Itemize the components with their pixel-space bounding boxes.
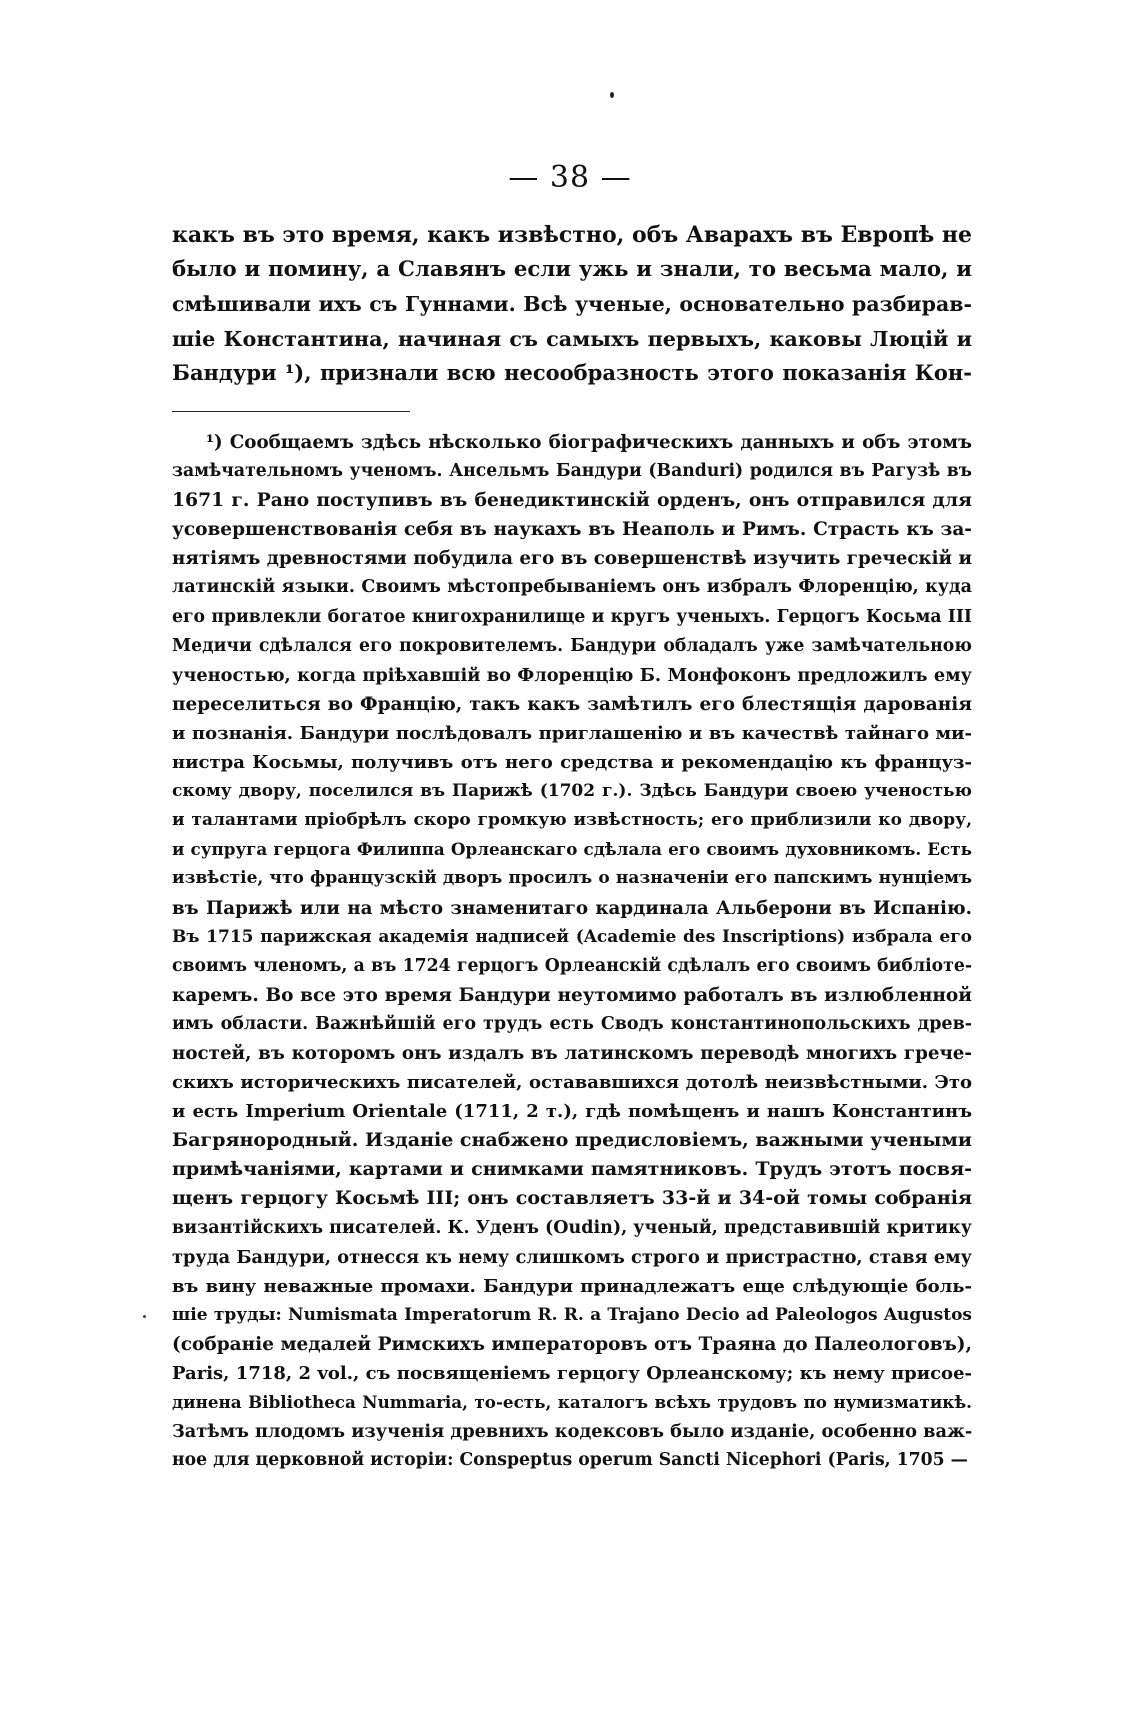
footnote-line: Затѣмъ плодомъ изученія древнихъ кодексовъ было изданіе, особенно важ- xyxy=(172,1421,972,1443)
margin-mark xyxy=(143,1315,146,1318)
footnote-line: (собраніе медалей Римскихъ императоровъ отъ Траяна до Палеологовъ), xyxy=(172,1333,972,1355)
text-line: смѣшивали ихъ съ Гуннами. Всѣ ученые, основательно разбирав- xyxy=(172,292,972,317)
footnote xyxy=(172,428,972,1475)
text-line: Бандури ¹), признали всю несообразность этого показанія Кон- xyxy=(172,360,972,386)
footnote-line: своимъ членомъ, а въ 1724 герцогъ Орлеанскій сдѣлалъ его своимъ библіоте- xyxy=(172,955,972,976)
main-text xyxy=(172,218,972,391)
footnote-line: Въ 1715 парижская академія надписей (Academie des Inscriptions) избрала его xyxy=(172,926,972,947)
footnote-line: и супруга герцога Филиппа Орлеанскаго сдѣлала его своимъ духовникомъ. Есть xyxy=(172,839,972,860)
footnote-line: переселиться во Францію, такъ какъ замѣтилъ его блестящія дарованія xyxy=(172,693,972,715)
footnote-line: скихъ историческихъ писателей, остававшихся дотолѣ неизвѣстными. Это xyxy=(172,1072,972,1094)
text-line: шіе Константина, начиная съ самыхъ первыхъ, каковы Люцій и xyxy=(172,326,972,351)
footnote-line: шіе труды: Numismata Imperatorum R. R. a Trajano Decio ad Paleologos Augustos xyxy=(172,1304,972,1325)
footnote-line: его привлекли богатое книгохранилище и кругъ ученыхъ. Герцогъ Косьма III xyxy=(172,606,972,627)
footnote-line: византійскихъ писателей. К. Уденъ (Oudin), ученый, представившій критику xyxy=(172,1217,972,1238)
footnote-line: труда Бандури, отнесся къ нему слишкомъ строго и пристрастно, ставя ему xyxy=(172,1246,972,1268)
print-speck xyxy=(610,92,614,98)
footnote-line: и талантами пріобрѣлъ скоро громкую извѣстность; его приблизили ко двору, xyxy=(172,810,972,831)
footnote-line: и познанія. Бандури послѣдовалъ приглашенію и въ качествѣ тайнаго ми- xyxy=(172,722,972,744)
footnote-line: ¹) Сообщаемъ здѣсь нѣсколько біографическихъ данныхъ и объ этомъ xyxy=(206,432,972,453)
footnote-line: Paris, 1718, 2 vol., съ посвященіемъ герцогу Орлеанскому; къ нему присое- xyxy=(172,1363,972,1384)
footnote-line: усовершенствованія себя въ наукахъ въ Неаполь и Римъ. Страсть къ за- xyxy=(172,519,972,541)
text-line: было и помину, а Славянъ если ужь и знали, то весьма мало, и xyxy=(172,256,972,282)
footnote-line: ное для церковной исторіи: Conspeptus operum Sancti Nicephori (Paris, 1705 — xyxy=(172,1450,968,1471)
page-number: — 38 — xyxy=(508,160,632,195)
footnote-line: въ вину неважные промахи. Бандури принадлежатъ еще слѣдующіе боль- xyxy=(172,1275,972,1297)
footnote-line: каремъ. Во все это время Бандури неутомимо работалъ въ излюбленной xyxy=(172,984,972,1006)
footnote-separator xyxy=(172,411,410,412)
footnote-line: скому двору, поселился въ Парижѣ (1702 г.). Здѣсь Бандури своею ученостью xyxy=(172,781,972,802)
footnote-line: примѣчаніями, картами и снимками памятниковъ. Трудъ этотъ посвя- xyxy=(172,1158,972,1181)
footnote-line: нятіямъ древностями побудила его въ совершенствѣ изучить греческій и xyxy=(172,548,972,570)
footnote-line: замѣчательномъ ученомъ. Ансельмъ Бандури (Banduri) родился въ Рагузѣ въ xyxy=(172,461,972,482)
footnote-line: и есть Imperium Orientale (1711, 2 т.), гдѣ помѣщенъ и нашъ Константинъ xyxy=(172,1101,972,1123)
footnote-line: нистра Косьмы, получивъ отъ него средства и рекомендацію къ француз- xyxy=(172,752,972,774)
text-line: какъ въ это время, какъ извѣстно, объ Аварахъ въ Европѣ не xyxy=(172,222,972,248)
footnote-line: извѣстіе, что французскій дворъ просилъ о назначеніи его папскимъ нунціемъ xyxy=(172,868,972,889)
footnote-line: въ Парижѣ или на мѣсто знаменитаго кардинала Альберони въ Испанію. xyxy=(172,897,972,919)
footnote-line: латинскій языки. Своимъ мѣстопребываніемъ онъ избралъ Флоренцію, куда xyxy=(172,577,972,598)
footnote-line: имъ области. Важнѣйшій его трудъ есть Сводъ константинопольскихъ древ- xyxy=(172,1013,972,1034)
footnote-line: ностей, въ которомъ онъ издалъ въ латинскомъ переводѣ многихъ грече- xyxy=(172,1042,972,1064)
footnote-line: Багрянородный. Изданіе снабжено предисловіемъ, важными учеными xyxy=(172,1129,972,1152)
footnote-line: щенъ герцогу Косьмѣ III; онъ составляетъ 33-й и 34-ой томы собранія xyxy=(172,1187,972,1210)
footnote-line: ученостью, когда пріѣхавшій во Флоренцію Б. Монфоконъ предложилъ ему xyxy=(172,664,972,686)
footnote-line: динена Bibliotheca Nummaria, то-есть, каталогъ всѣхъ трудовъ по нумизматикѣ. xyxy=(172,1392,972,1413)
footnote-line: Медичи сдѣлался его покровителемъ. Бандури обладалъ уже замѣчательною xyxy=(172,635,972,656)
footnote-line: 1671 г. Рано поступивъ въ бенедиктинскій орденъ, онъ отправился для xyxy=(172,489,972,512)
